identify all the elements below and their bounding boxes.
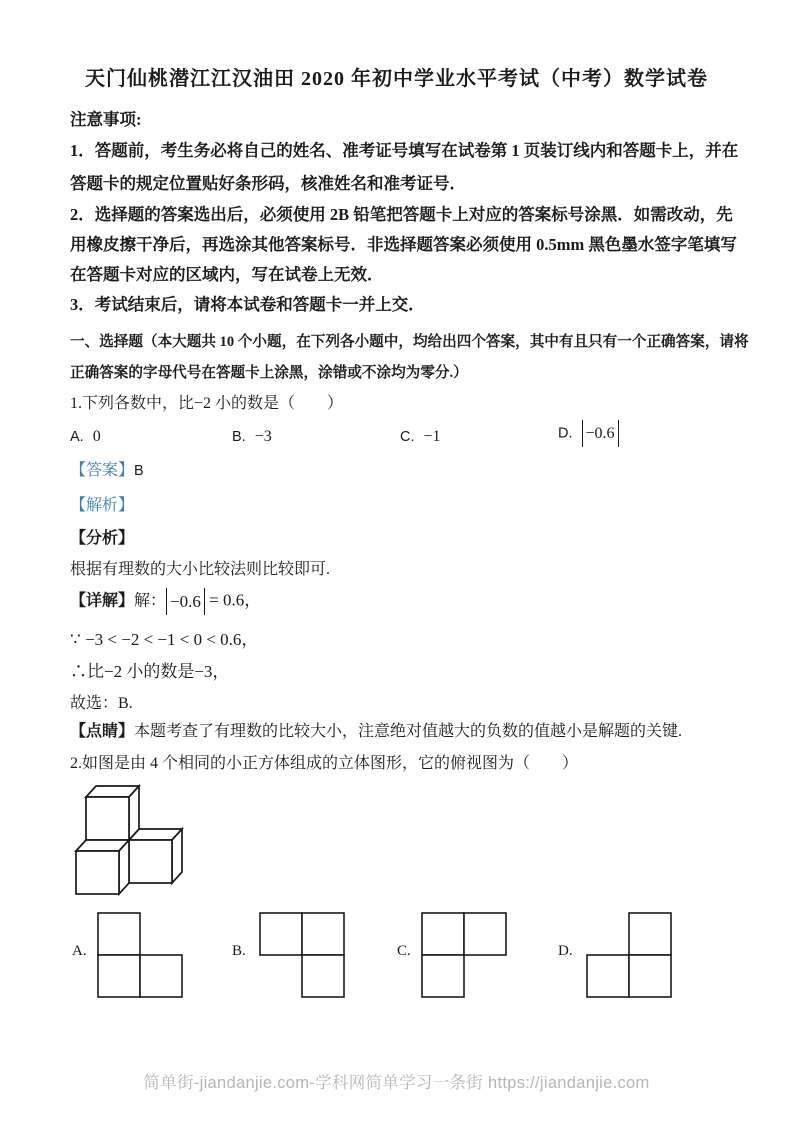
notice-heading: 注意事项:	[70, 110, 142, 129]
question2-stem: 2.如图是由 4 个相同的小正方体组成的立体图形，它的俯视图为（ ）	[70, 755, 579, 772]
note-label: 【点睛】	[70, 723, 135, 740]
q1-option-a-value: 0	[92, 428, 101, 445]
section1-header-line2: 正确答案的字母代号在答题卡上涂黑，涂错或不涂均为零分.）	[70, 365, 468, 381]
q1-conclusion: 故选：B.	[70, 695, 133, 712]
detail-post: = 0.6，	[204, 590, 262, 610]
notice-item2-line1: 2．选择题的答案选出后，必须使用 2B 铅笔把答题卡上对应的答案标号涂黑．如需改动，先	[70, 205, 733, 224]
q1-option-c-value: −1	[423, 428, 441, 445]
q2-option-c-grid	[421, 912, 509, 1000]
q1-option-c	[400, 424, 441, 449]
q2-option-b-grid	[259, 912, 347, 1000]
q2-option-d-label: D.	[558, 943, 573, 959]
q1-option-d	[558, 420, 619, 447]
notice-item1-line1: 1．答题前，考生务必将自己的姓名、准考证号填写在试卷第 1 页装订线内和答题卡上，并在	[70, 141, 739, 160]
section1-header-line1: 一、选择题（本大题共 10 个小题，在下列各小题中，均给出四个答案，其中有且只有一个正确答案，请将	[70, 334, 749, 350]
answer-label: 【答案】	[70, 462, 135, 479]
q1-option-b	[232, 424, 272, 449]
detail-abs-value: −0.6	[166, 588, 205, 615]
q2-option-a-grid	[97, 912, 185, 1000]
answer-value: B	[134, 463, 144, 479]
q1-option-d-value: −0.6	[582, 420, 619, 447]
q1-option-b-label: B.	[232, 429, 246, 445]
detail-label: 【详解】	[70, 592, 135, 610]
cube-stack-3d-figure	[68, 784, 190, 898]
page-title: 天门仙桃潜江江汉油田 2020 年初中学业水平考试（中考）数学试卷	[85, 68, 708, 90]
q1-note-line	[70, 720, 682, 744]
q1-fenxi-label: 【分析】	[70, 530, 135, 547]
q1-analysis-label: 【解析】	[70, 497, 135, 514]
q1-answer-line	[70, 459, 144, 483]
notice-item2-line3: 在答题卡对应的区域内，写在试卷上无效．	[70, 265, 384, 284]
notice-item3: 3．考试结束后，请将本试卷和答题卡一并上交．	[70, 295, 425, 314]
q2-option-b-label: B.	[232, 943, 246, 959]
q2-option-c-label: C.	[397, 943, 411, 959]
q2-option-a-label: A.	[72, 943, 87, 959]
notice-item1-line2: 答题卡的规定位置贴好条形码，核准姓名和准考证号．	[70, 174, 466, 193]
q1-option-b-value: −3	[254, 428, 272, 445]
q1-option-d-label: D.	[558, 425, 573, 442]
q1-because-line: ∵ −3 < −2 < −1 < 0 < 0.6，	[70, 630, 259, 649]
q1-option-a-label: A.	[70, 429, 84, 445]
detail-pre: 解：	[134, 592, 167, 610]
q1-option-c-label: C.	[400, 429, 415, 445]
site-footer-watermark: 简单街-jiandanjie.com-学科网简单学习一条街 https://jiandanjie.com	[143, 1074, 650, 1092]
notice-item2-line2: 用橡皮擦干净后，再选涂其他答案标号．非选择题答案必须使用 0.5mm 黑色墨水签字笔填写	[70, 235, 737, 254]
note-text: 本题考查了有理数的比较大小，注意绝对值越大的负数的值越小是解题的关键.	[134, 723, 683, 740]
question1-stem: 1.下列各数中，比−2 小的数是（ ）	[70, 395, 344, 412]
q1-option-a	[70, 424, 101, 449]
q1-therefore-line: ∴比−2 小的数是−3，	[70, 662, 230, 681]
q1-fenxi-text: 根据有理数的大小比较法则比较即可.	[70, 561, 331, 578]
q2-option-d-grid	[586, 912, 674, 1000]
q1-detail-line	[70, 588, 261, 615]
